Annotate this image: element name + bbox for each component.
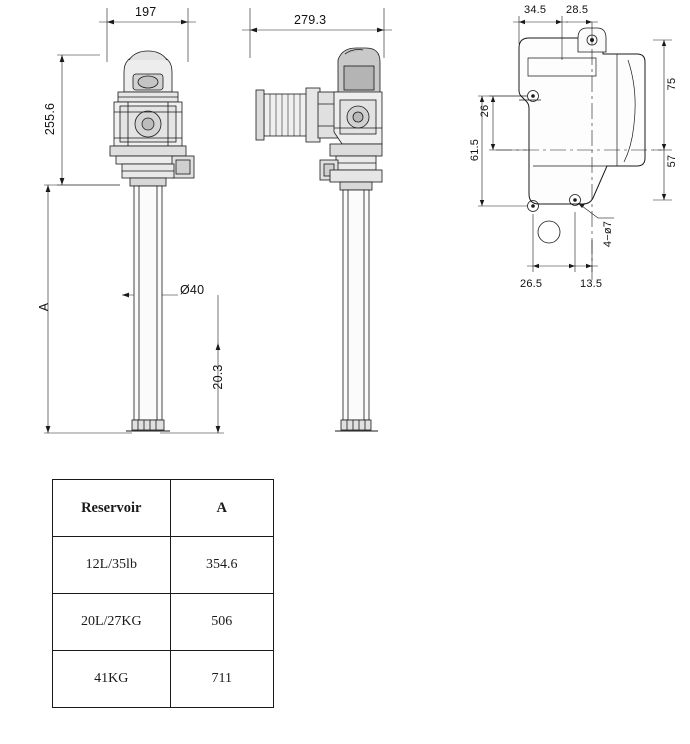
dim-13-5: 13.5 bbox=[580, 278, 603, 290]
cell-a-value: 711 bbox=[170, 651, 273, 708]
dim-length-a: A bbox=[37, 302, 51, 312]
dim-34-5: 34.5 bbox=[524, 4, 547, 16]
dim-width-279-3: 279.3 bbox=[294, 13, 327, 27]
dim-20-3: 20.3 bbox=[211, 364, 225, 390]
cell-a-value: 506 bbox=[170, 594, 273, 651]
dim-width-197: 197 bbox=[135, 5, 157, 19]
dim-26-5: 26.5 bbox=[520, 278, 543, 290]
column-header-reservoir: Reservoir bbox=[53, 480, 171, 537]
table-row bbox=[53, 651, 274, 708]
dim-28-5: 28.5 bbox=[566, 4, 589, 16]
table-header-row bbox=[53, 480, 274, 537]
holes-note-4-d7: 4−ø7 bbox=[602, 220, 614, 248]
dim-diameter-40: Ø40 bbox=[180, 283, 205, 297]
dim-57: 57 bbox=[666, 154, 678, 168]
dim-height-255-6: 255.6 bbox=[43, 102, 57, 136]
dim-26: 26 bbox=[479, 104, 491, 118]
table-row bbox=[53, 594, 274, 651]
cell-reservoir: 41KG bbox=[53, 651, 171, 708]
table-row bbox=[53, 537, 274, 594]
cell-reservoir: 12L/35lb bbox=[53, 537, 171, 594]
reservoir-spec-table bbox=[52, 479, 274, 708]
column-header-a: A bbox=[170, 480, 273, 537]
dim-75: 75 bbox=[666, 77, 678, 91]
dim-61-5: 61.5 bbox=[469, 138, 481, 162]
cell-reservoir: 20L/27KG bbox=[53, 594, 171, 651]
cell-a-value: 354.6 bbox=[170, 537, 273, 594]
